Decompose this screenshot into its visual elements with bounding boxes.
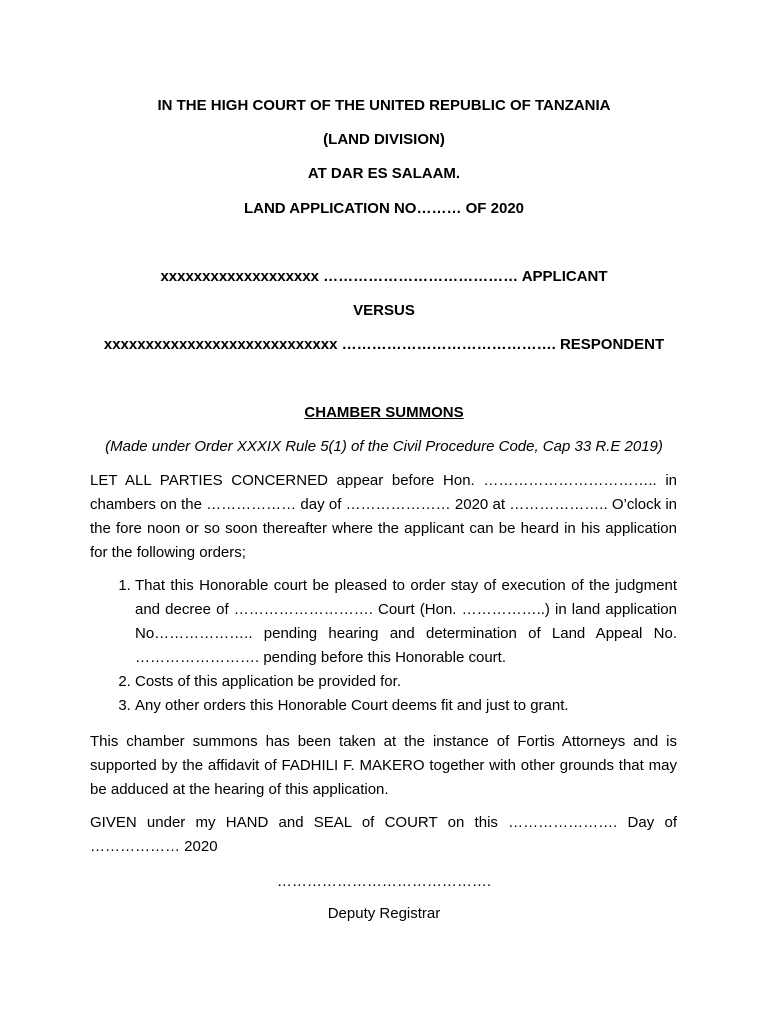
- summons-intro: LET ALL PARTIES CONCERNED appear before Hon. …………………………….. in chambers on the ……………… day of ………………… 2020 at ……………….. O’clock in the fore noon or so soon thereafter where the applicant can be heard in his application for the following orders;: [90, 472, 677, 561]
- court-heading: IN THE HIGH COURT OF THE UNITED REPUBLIC OF TANZANIA: [157, 97, 611, 114]
- applicant-line: xxxxxxxxxxxxxxxxxxx ………………………………… APPLICANT: [160, 268, 608, 285]
- signature-line: …………………………………….: [276, 873, 492, 890]
- division-heading: (LAND DIVISION): [323, 131, 445, 148]
- versus-line: VERSUS: [353, 302, 415, 319]
- summons-authority: (Made under Order XXXIX Rule 5(1) of the Civil Procedure Code, Cap 33 R.E 2019): [105, 438, 663, 455]
- signature-title: Deputy Registrar: [327, 905, 441, 922]
- given-paragraph: GIVEN under my HAND and SEAL of COURT on this …………………. Day of ……………… 2020: [90, 814, 677, 855]
- summons-title: CHAMBER SUMMONS: [304, 404, 464, 421]
- order-item: 1. That this Honorable court be pleased to order stay of execution of the judgment and decree of ………………………. Court (Hon. ……………..) in land application No……………….. pending hearing and determination of Land Appeal No. ……………………. pending before this Honorable court.: [135, 574, 677, 670]
- orders-list: [90, 574, 677, 718]
- order-item: 3. Any other orders this Honorable Court deems fit and just to grant.: [135, 694, 677, 718]
- location-heading: AT DAR ES SALAAM.: [307, 165, 461, 182]
- application-number: LAND APPLICATION NO……… OF 2020: [243, 200, 525, 217]
- support-paragraph: This chamber summons has been taken at the instance of Fortis Attorneys and is supported by the affidavit of FADHILI F. MAKERO together with other grounds that may be adduced at the hearing of this application.: [90, 733, 677, 798]
- order-item: 2. Costs of this application be provided for.: [135, 670, 677, 694]
- respondent-line: xxxxxxxxxxxxxxxxxxxxxxxxxxxx ……………………………………. RESPONDENT: [103, 336, 665, 353]
